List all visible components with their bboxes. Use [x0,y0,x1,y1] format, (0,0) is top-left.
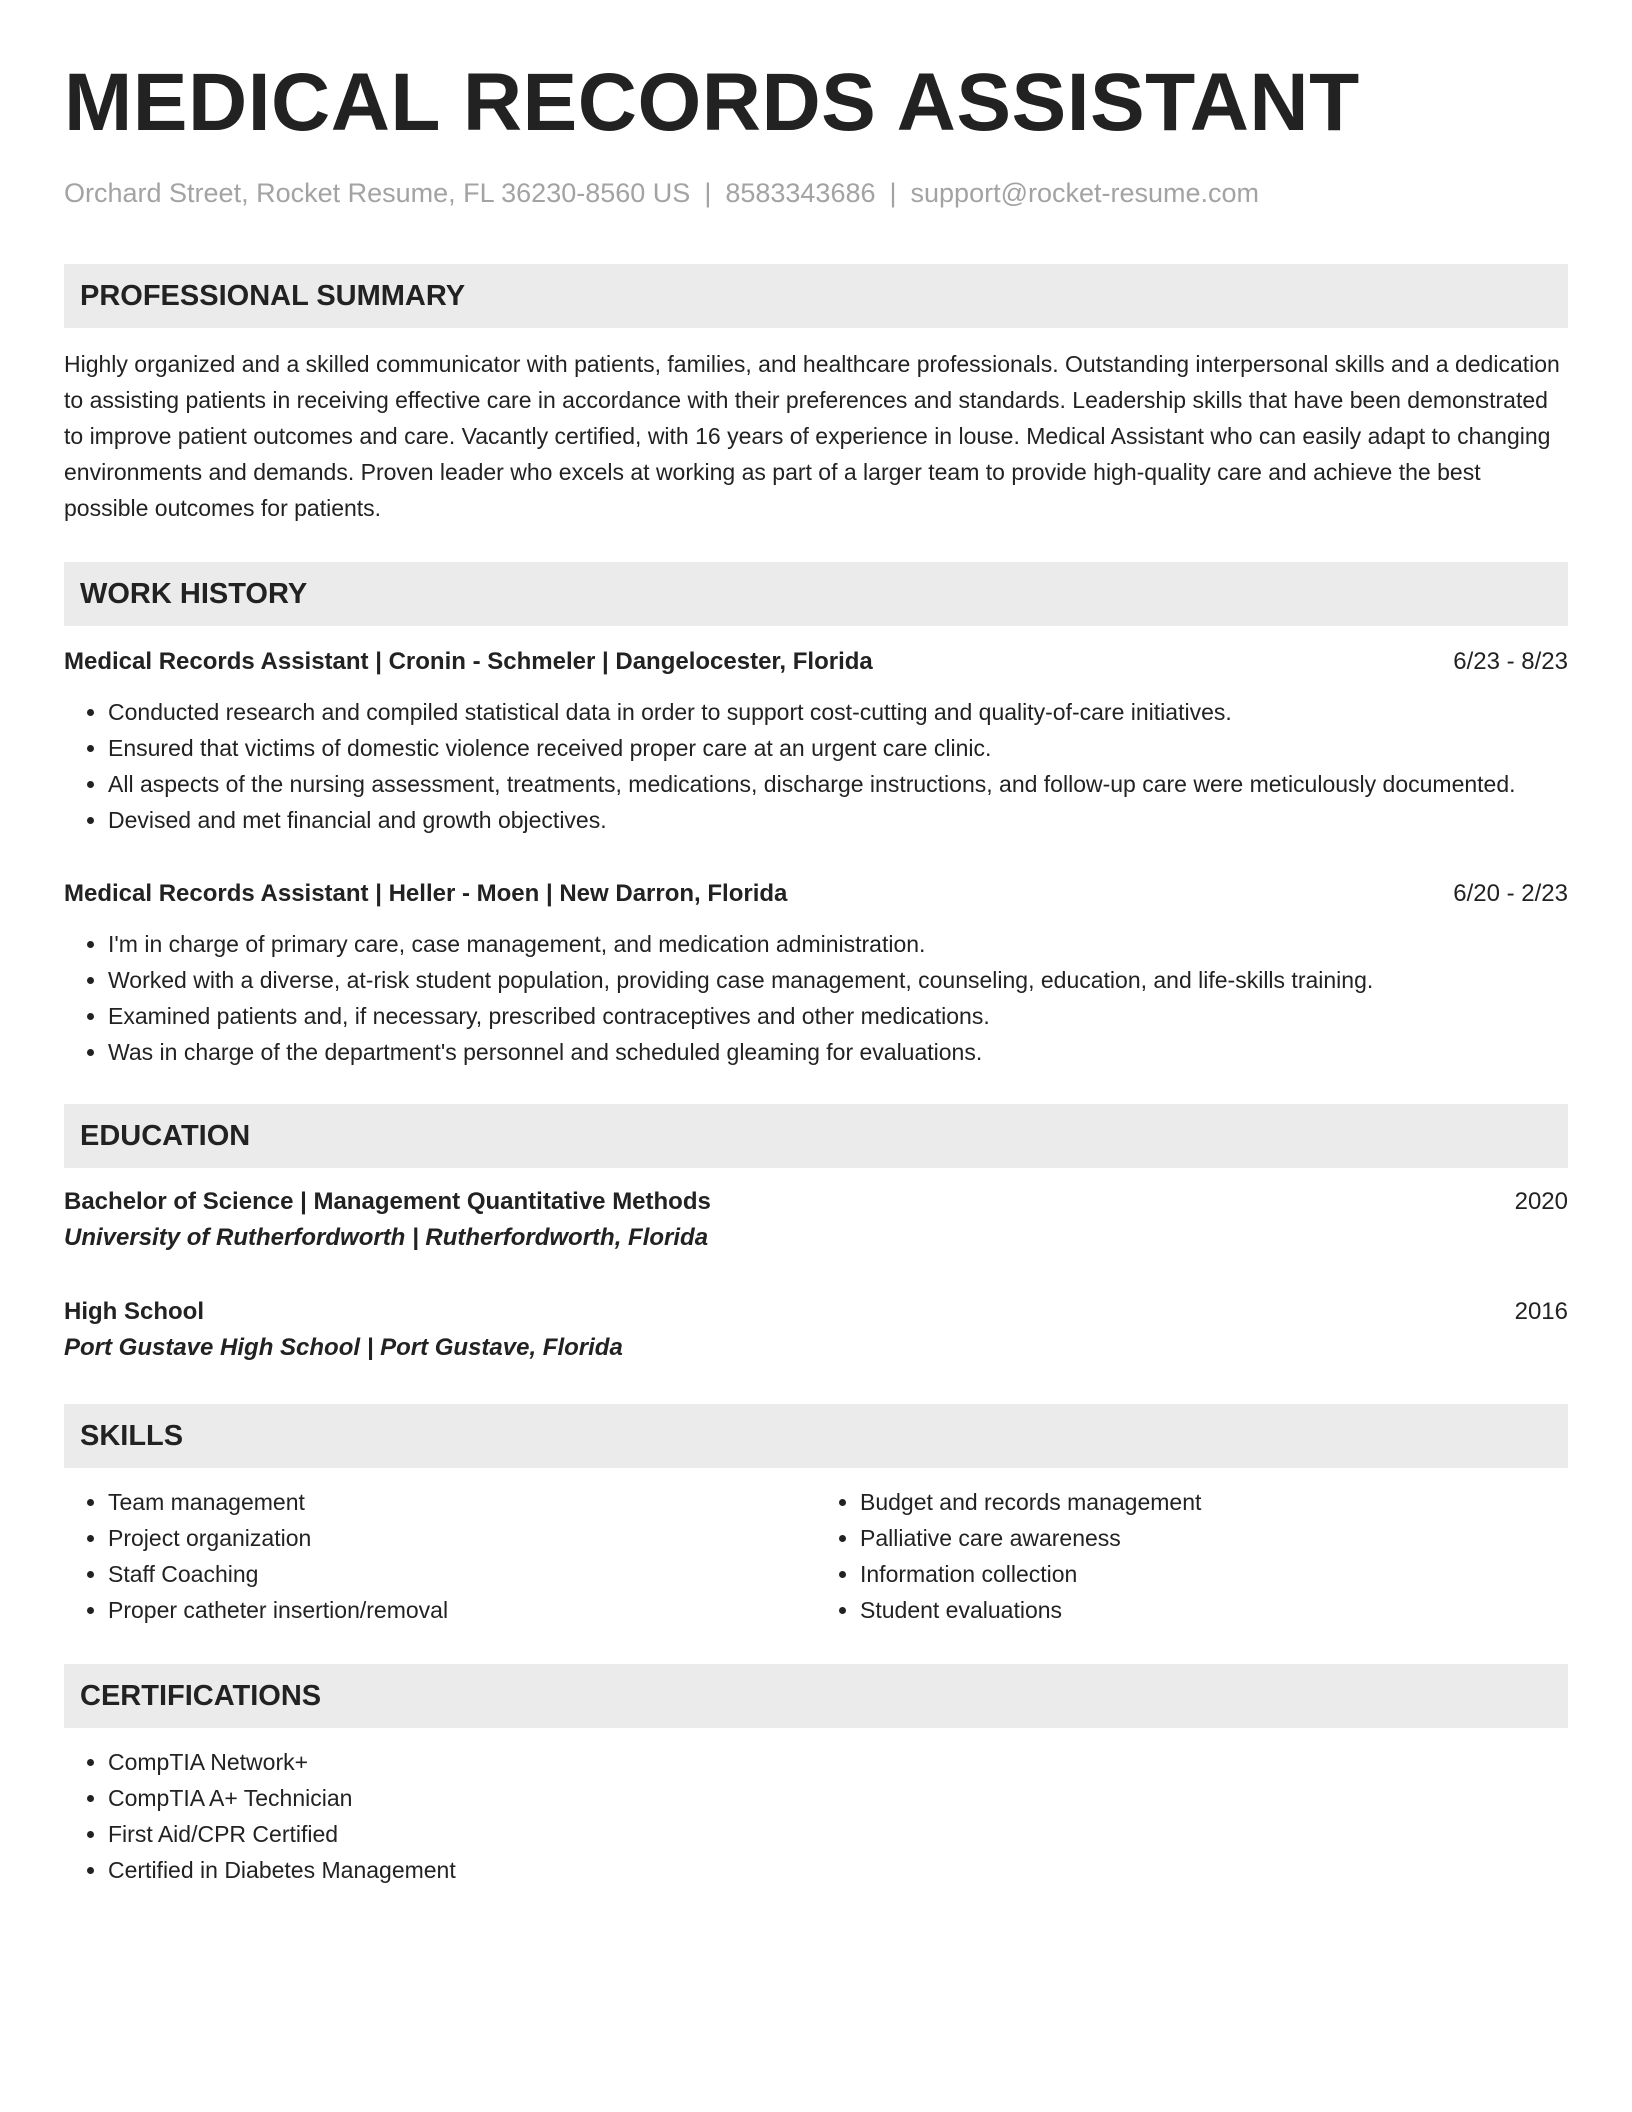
skill-item: • Information collection [860,1556,1568,1592]
certification-item: • Certified in Diabetes Management [108,1852,1568,1888]
contact-separator: | [889,178,897,208]
skill-item: • Student evaluations [860,1592,1568,1628]
job-dates: 6/23 - 8/23 [1453,648,1568,675]
contact-separator: | [704,178,712,208]
education-header [64,1294,1568,1330]
job-bullets [64,926,1568,1070]
certification-item: • CompTIA Network+ [108,1744,1568,1780]
education-entry [64,1294,1568,1366]
job-title: Medical Records Assistant | Cronin - Schmeler | Dangelocester, Florida [64,648,873,675]
education-year: 2016 [1514,1298,1568,1325]
job-bullet: • Devised and met financial and growth objectives. [108,802,1568,838]
certifications-list [64,1744,1568,1888]
contact-email: support@rocket-resume.com [910,178,1260,208]
skills-column-left [64,1484,816,1628]
summary-text: Highly organized and a skilled communicator with patients, families, and healthcare professionals. Outstanding interpersonal skills and a dedication to assisting patients in receiving effective care in accordance with their preferences and standards. Leadership skills that have been demonstrated to improve patient outcomes and care. Vacantly certified, with 16 years of experience in louse. Medical Assistant who can easily adapt to changing environments and demands. Proven leader who excels at working as part of a larger team to provide high-quality care and achieve the best possible outcomes for patients. [64,351,1560,521]
job-title: Medical Records Assistant | Heller - Moen | New Darron, Florida [64,880,788,907]
job-bullet: • Was in charge of the department's personnel and scheduled gleaming for evaluations. [108,1034,1568,1070]
resume-name: MEDICAL RECORDS ASSISTANT [64,57,1360,148]
job-bullet: • All aspects of the nursing assessment, treatments, medications, discharge instructions, and follow-up care were meticulously documented. [108,766,1568,802]
skill-item: • Budget and records management [860,1484,1568,1520]
contact-address: Orchard Street, Rocket Resume, FL 36230-8560 US [64,178,691,208]
job-bullet: • Examined patients and, if necessary, prescribed contraceptives and other medications. [108,998,1568,1034]
section-header-skills: SKILLS [64,1404,1568,1468]
job-bullet: • Worked with a diverse, at-risk student population, providing case management, counseling, education, and life-skills training. [108,962,1568,998]
education-school: Port Gustave High School | Port Gustave, Florida [64,1334,623,1361]
job-header [64,876,1568,912]
contact-phone: 8583343686 [725,178,876,208]
job-entry [64,876,1568,1070]
education-degree: Bachelor of Science | Management Quantitative Methods [64,1188,711,1215]
skill-item: • Project organization [108,1520,816,1556]
skills-grid [64,1484,1568,1628]
section-header-certifications: CERTIFICATIONS [64,1664,1568,1728]
skills-column-right [816,1484,1568,1628]
job-dates: 6/20 - 2/23 [1453,880,1568,907]
education-header [64,1184,1568,1220]
job-bullet: • I'm in charge of primary care, case management, and medication administration. [108,926,1568,962]
job-bullet: • Conducted research and compiled statistical data in order to support cost-cutting and quality-of-care initiatives. [108,694,1568,730]
education-entry [64,1184,1568,1256]
skill-item: • Staff Coaching [108,1556,816,1592]
job-entry [64,644,1568,838]
section-header-education: EDUCATION [64,1104,1568,1168]
resume-page [64,0,1568,1888]
education-degree: High School [64,1298,204,1325]
section-header-work-history: WORK HISTORY [64,562,1568,626]
section-header-summary: PROFESSIONAL SUMMARY [64,264,1568,328]
skill-item: • Proper catheter insertion/removal [108,1592,816,1628]
skill-item: • Palliative care awareness [860,1520,1568,1556]
skill-item: • Team management [108,1484,816,1520]
job-header [64,644,1568,680]
certification-item: • First Aid/CPR Certified [108,1816,1568,1852]
job-bullets [64,694,1568,838]
job-bullet: • Ensured that victims of domestic violence received proper care at an urgent care clinic. [108,730,1568,766]
contact-line [64,176,1568,210]
education-year: 2020 [1514,1188,1568,1215]
certification-item: • CompTIA A+ Technician [108,1780,1568,1816]
education-school: University of Rutherfordworth | Rutherfordworth, Florida [64,1224,709,1251]
